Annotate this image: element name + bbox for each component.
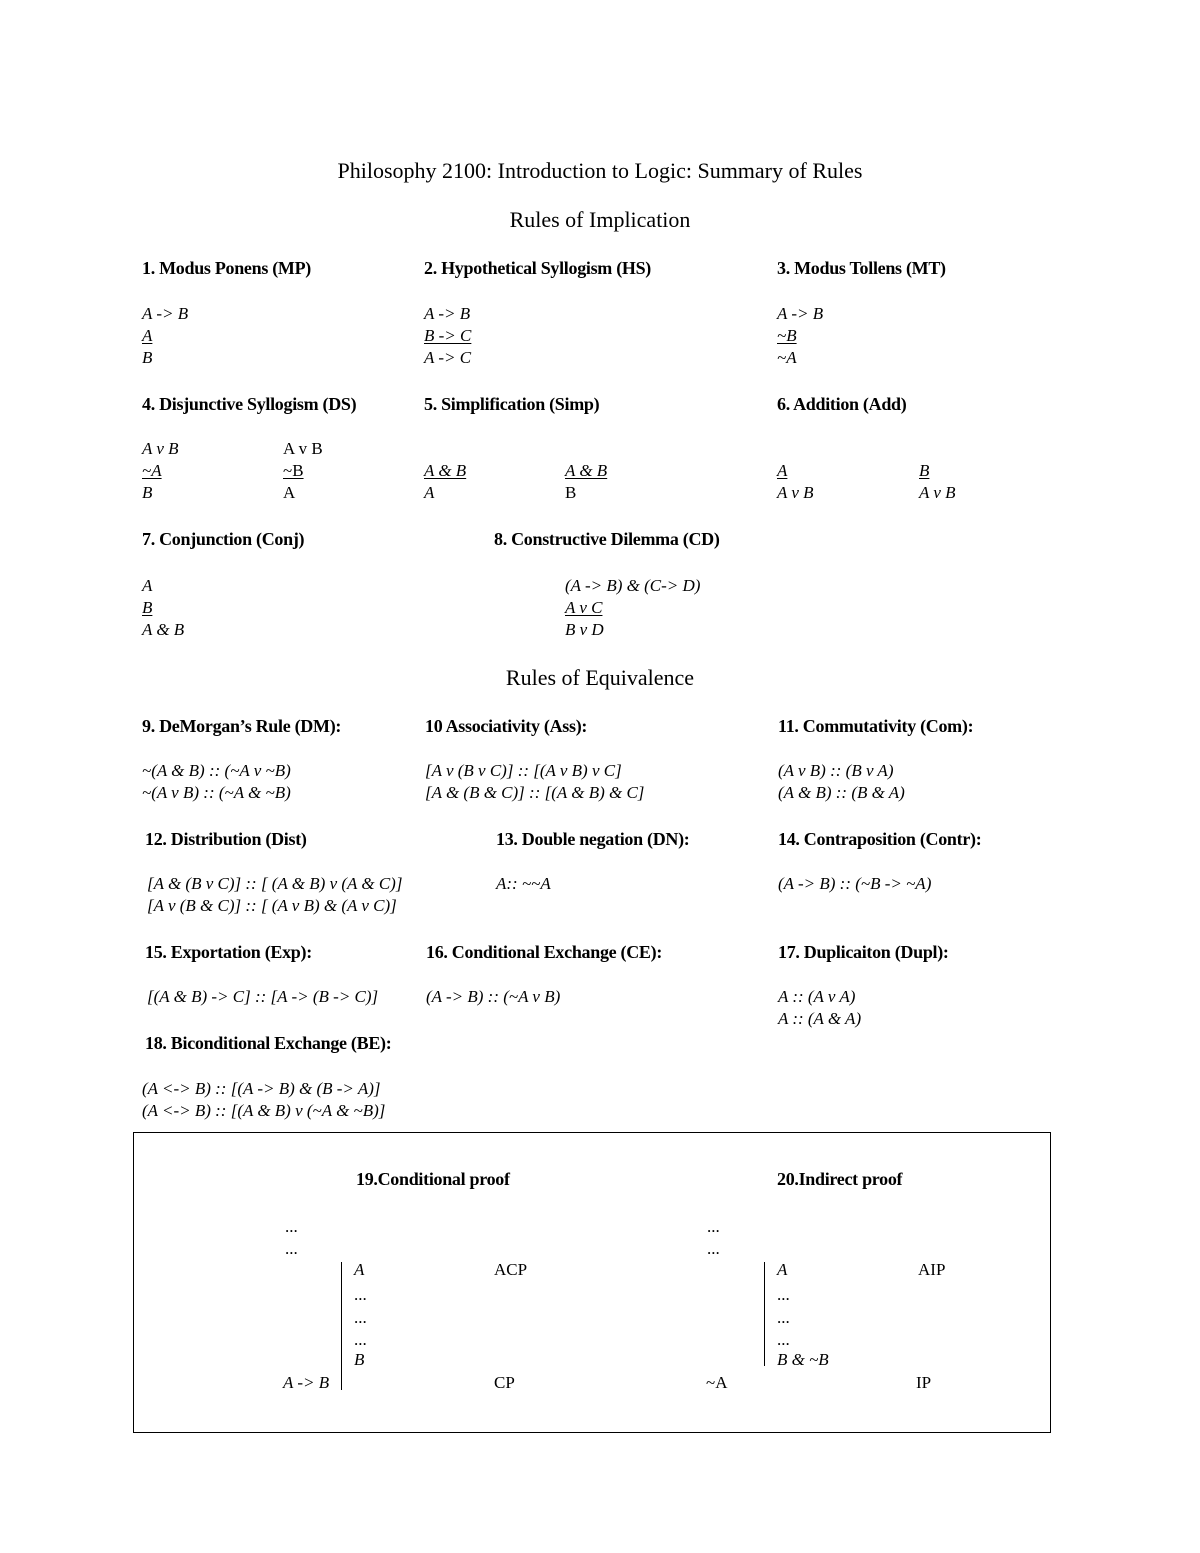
ip-assumption: A (777, 1260, 788, 1279)
contr-title: 14. Contraposition (Contr): (778, 829, 982, 849)
ip-dots-1: ... (707, 1217, 720, 1236)
dn-title: 13. Double negation (DN): (496, 829, 690, 849)
ass-formula: [A v (B v C)] :: [(A v B) v C] [A & (B & C)] :: [(A & B) & C] (425, 761, 645, 802)
com-title: 11. Commutativity (Com): (778, 716, 974, 736)
com-formula: (A v B) :: (B v A) (A & B) :: (B & A) (778, 761, 905, 802)
mt-formula: A -> B ~B ~A (777, 304, 824, 367)
ce-formula: (A -> B) :: (~A v B) (426, 987, 561, 1006)
ip-conclusion-tag: IP (916, 1373, 932, 1392)
add-formula-b: B A v B (919, 461, 956, 502)
cp-assumption-tag: ACP (494, 1260, 528, 1279)
ds-title: 4. Disjunctive Syllogism (DS) (142, 394, 357, 414)
ds-formula-a: A v B ~A B (142, 439, 179, 502)
add-title: 6. Addition (Add) (777, 394, 907, 414)
cp-title: 19.Conditional proof (356, 1169, 510, 1189)
ip-end-line: B & ~B (777, 1350, 829, 1369)
ip-assumption-tag: AIP (918, 1260, 946, 1279)
cp-dots-5: ... (354, 1330, 367, 1349)
equivalence-heading: Rules of Equivalence (505, 665, 695, 690)
mt-title: 3. Modus Tollens (MT) (777, 258, 946, 278)
cp-dots-3: ... (354, 1285, 367, 1304)
dn-formula: A:: ~~A (496, 874, 551, 893)
hs-formula: A -> B B -> C A -> C (424, 304, 472, 367)
simp-formula-a: A & B A (424, 461, 467, 502)
ass-title: 10 Associativity (Ass): (425, 716, 588, 736)
cp-dots-4: ... (354, 1308, 367, 1327)
cp-dots-2: ... (285, 1239, 298, 1258)
cp-end-line: B (354, 1350, 365, 1369)
simp-title: 5. Simplification (Simp) (424, 394, 600, 414)
ip-dots-4: ... (777, 1308, 790, 1327)
mp-formula: A -> B A B (142, 304, 189, 367)
simp-formula-b: A & B B (565, 461, 608, 502)
conj-formula: A B A & B (142, 576, 185, 639)
ip-title: 20.Indirect proof (777, 1169, 903, 1189)
cp-assumption: A (354, 1260, 365, 1279)
dist-formula: [A & (B v C)] :: [ (A & B) v (A & C)] [A v (B & C)] :: [ (A v B) & (A v C)] (147, 874, 403, 915)
ip-dots-5: ... (777, 1330, 790, 1349)
dm-formula: ~(A & B) :: (~A v ~B) ~(A v B) :: (~A & ~B) (142, 761, 291, 802)
ce-title: 16. Conditional Exchange (CE): (426, 942, 663, 962)
cp-dots-1: ... (285, 1217, 298, 1236)
cd-formula: (A -> B) & (C-> D) A v C B v D (565, 576, 701, 639)
ip-dots-3: ... (777, 1285, 790, 1304)
proof-box (133, 1132, 1051, 1433)
cd-title: 8. Constructive Dilemma (CD) (494, 529, 720, 549)
dist-title: 12. Distribution (Dist) (145, 829, 307, 849)
conj-title: 7. Conjunction (Conj) (142, 529, 305, 549)
dupl-formula: A :: (A v A) A :: (A & A) (778, 987, 862, 1028)
dm-title: 9. DeMorgan’s Rule (DM): (142, 716, 342, 736)
ip-scope-line (764, 1262, 765, 1366)
implication-heading: Rules of Implication (509, 207, 691, 232)
contr-formula: (A -> B) :: (~B -> ~A) (778, 874, 932, 893)
exp-title: 15. Exportation (Exp): (145, 942, 312, 962)
hs-title: 2. Hypothetical Syllogism (HS) (424, 258, 652, 278)
ds-formula-b: A v B ~B A (283, 439, 323, 502)
page-title: Philosophy 2100: Introduction to Logic: Summary of Rules (337, 158, 863, 183)
cp-scope-line (341, 1262, 342, 1390)
exp-formula: [(A & B) -> C] :: [A -> (B -> C)] (147, 987, 379, 1006)
cp-conclusion: A -> B (283, 1373, 330, 1392)
mp-title: 1. Modus Ponens (MP) (142, 258, 311, 278)
be-formula: (A <-> B) :: [(A -> B) & (B -> A)] (A <-> B) :: [(A & B) v (~A & ~B)] (142, 1079, 386, 1120)
ip-conclusion: ~A (706, 1373, 728, 1392)
cp-conclusion-tag: CP (494, 1373, 515, 1392)
dupl-title: 17. Duplicaiton (Dupl): (778, 942, 949, 962)
add-formula-a: A A v B (777, 461, 814, 502)
ip-dots-2: ... (707, 1239, 720, 1258)
be-title: 18. Biconditional Exchange (BE): (145, 1033, 392, 1053)
